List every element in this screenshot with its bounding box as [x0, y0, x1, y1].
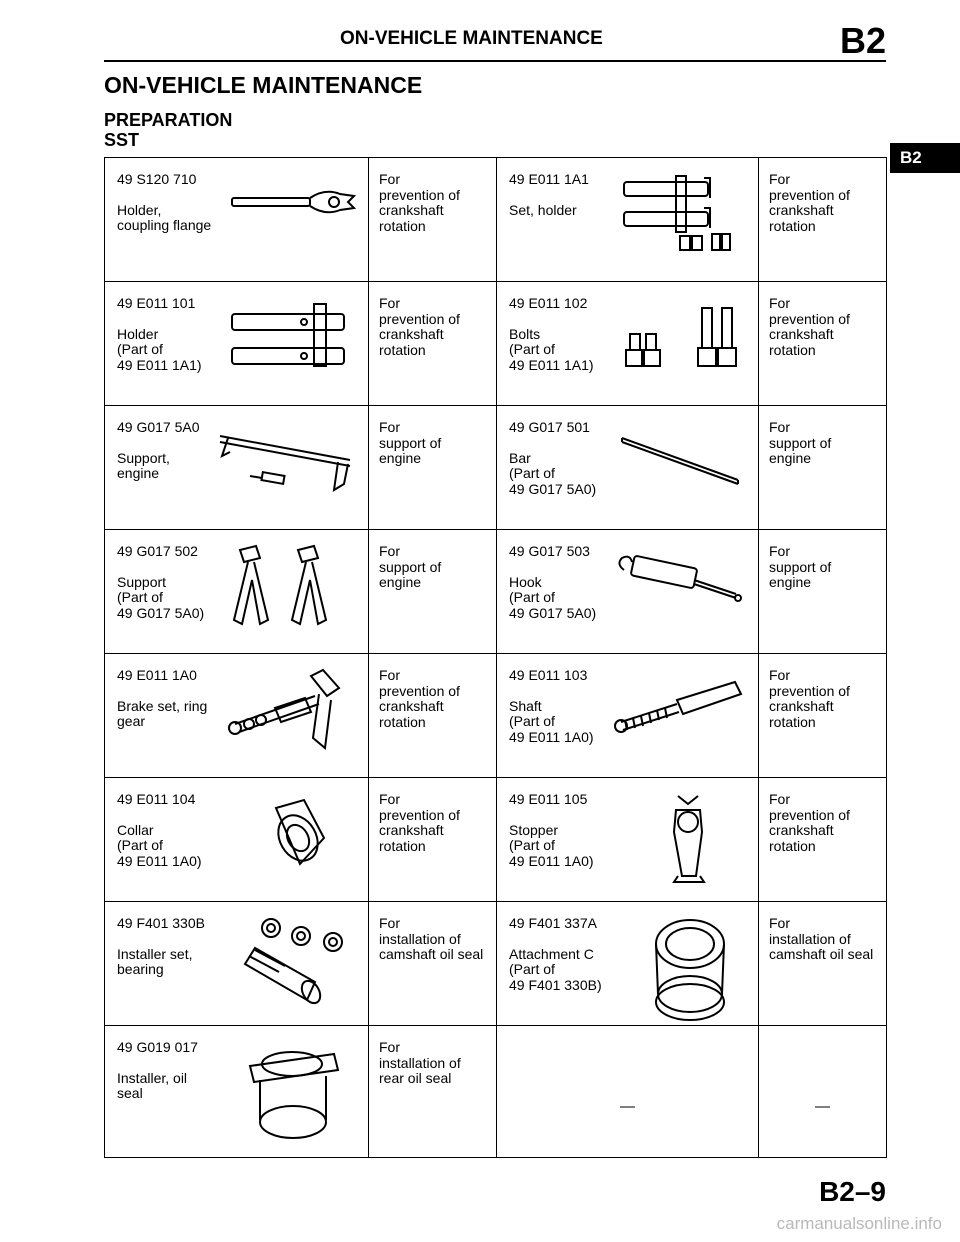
use-cell — [369, 902, 497, 1026]
brake-set-icon — [215, 664, 360, 759]
tool-use: For support of engine — [769, 543, 832, 590]
use-cell — [369, 1026, 497, 1158]
tool-cell — [105, 282, 369, 406]
tool-cell — [105, 778, 369, 902]
tool-cell — [105, 654, 369, 778]
table-row — [105, 778, 887, 902]
tool-number: 49 E011 104 — [117, 791, 196, 807]
tool-name: Hook (Part of 49 G017 5A0) — [509, 573, 597, 621]
engine-support-icon — [210, 416, 360, 506]
bolts-icon — [620, 292, 750, 382]
installer-set-icon — [215, 912, 360, 1012]
tool-use: For prevention of crankshaft rotation — [769, 667, 850, 730]
tool-name: Bolts (Part of 49 E011 1A1) — [509, 325, 594, 373]
bar-icon — [610, 416, 750, 506]
tool-number: 49 E011 1A1 — [509, 171, 589, 187]
tool-cell — [105, 902, 369, 1026]
tool-number: 49 E011 101 — [117, 295, 196, 311]
tool-number: 49 F401 337A — [509, 915, 597, 931]
tool-number: 49 G019 017 — [117, 1039, 198, 1055]
tool-name: Bar (Part of 49 G017 5A0) — [509, 449, 597, 497]
tool-number: 49 E011 1A0 — [117, 667, 197, 683]
table-row — [105, 654, 887, 778]
tool-name: Support, engine — [117, 449, 170, 481]
tool-number: 49 F401 330B — [117, 915, 205, 931]
stopper-icon — [630, 788, 750, 888]
use-cell — [759, 406, 887, 530]
table-row — [105, 1026, 887, 1158]
table-row — [105, 406, 887, 530]
use-cell — [369, 282, 497, 406]
tool-use: For prevention of crankshaft rotation — [769, 295, 850, 358]
tool-use: For prevention of crankshaft rotation — [769, 791, 850, 854]
tool-use: For installation of camshaft oil seal — [769, 915, 874, 962]
tool-number: 49 E011 103 — [509, 667, 588, 683]
tool-cell — [497, 530, 759, 654]
use-cell-empty — [759, 1026, 887, 1158]
tool-name: Attachment C (Part of 49 F401 330B) — [509, 945, 602, 993]
attachment-ring-icon — [630, 912, 750, 1022]
table-row — [105, 902, 887, 1026]
support-stands-icon — [220, 540, 360, 635]
tool-number: 49 G017 5A0 — [117, 419, 200, 435]
tool-cell — [497, 158, 759, 282]
tool-use: For prevention of crankshaft rotation — [379, 667, 460, 730]
collar-icon — [240, 788, 360, 878]
tool-use: For support of engine — [379, 543, 442, 590]
tool-number: 49 G017 503 — [509, 543, 590, 559]
tool-cell — [497, 778, 759, 902]
use-cell — [759, 530, 887, 654]
subsection-preparation: PREPARATION — [104, 110, 233, 130]
table-row — [105, 158, 887, 282]
table-row — [105, 530, 887, 654]
tool-use: For prevention of crankshaft rotation — [379, 171, 460, 234]
tool-use: For prevention of crankshaft rotation — [379, 295, 460, 358]
tool-number: 49 G017 501 — [509, 419, 590, 435]
running-header — [104, 20, 886, 62]
tool-cell — [105, 406, 369, 530]
use-cell — [369, 778, 497, 902]
sst-table — [104, 157, 887, 1158]
tool-number: 49 G017 502 — [117, 543, 198, 559]
use-cell — [759, 282, 887, 406]
use-cell — [759, 158, 887, 282]
tool-name: Holder (Part of 49 E011 1A1) — [117, 325, 202, 373]
tool-use: For prevention of crankshaft rotation — [379, 791, 460, 854]
hook-icon — [610, 540, 750, 620]
section-code: B2 — [839, 20, 886, 61]
tool-cell-empty — [497, 1026, 759, 1158]
tool-name: Set, holder — [509, 201, 577, 218]
tool-number: 49 S120 710 — [117, 171, 197, 187]
use-cell — [369, 158, 497, 282]
use-cell — [759, 778, 887, 902]
tool-cell — [497, 902, 759, 1026]
tool-cell — [497, 282, 759, 406]
tool-name: Holder, coupling flange — [117, 201, 212, 233]
use-cell — [369, 406, 497, 530]
use-cell — [759, 902, 887, 1026]
holder-set-icon — [620, 168, 750, 258]
holder-wrench-icon — [230, 168, 360, 228]
tool-name: Brake set, ring gear — [117, 697, 208, 729]
tool-name: Installer set, bearing — [117, 945, 193, 977]
page-number: B2–9 — [819, 1176, 886, 1207]
tool-cell — [105, 530, 369, 654]
section-title: ON-VEHICLE MAINTENANCE — [104, 72, 423, 98]
tool-cell — [105, 158, 369, 282]
empty-dash: — — [620, 1098, 635, 1115]
tool-name: Support (Part of 49 G017 5A0) — [117, 573, 205, 621]
table-row — [105, 282, 887, 406]
tool-use: For support of engine — [379, 419, 442, 466]
tool-name: Installer, oil seal — [117, 1069, 188, 1101]
holder-plates-icon — [230, 292, 360, 382]
use-cell — [369, 654, 497, 778]
use-cell — [759, 654, 887, 778]
subsection-sst: SST — [104, 130, 140, 150]
tool-number: 49 E011 105 — [509, 791, 588, 807]
tool-cell — [105, 1026, 369, 1158]
tool-name: Stopper (Part of 49 E011 1A0) — [509, 821, 594, 869]
tool-use: For installation of camshaft oil seal — [379, 915, 484, 962]
tool-name: Shaft (Part of 49 E011 1A0) — [509, 697, 594, 745]
oil-seal-installer-icon — [230, 1036, 360, 1146]
tool-name: Collar (Part of 49 E011 1A0) — [117, 821, 202, 869]
shaft-icon — [605, 664, 750, 754]
watermark: carmanualsonline.info — [776, 1214, 942, 1233]
running-title: ON-VEHICLE MAINTENANCE — [340, 28, 603, 49]
tool-use: For support of engine — [769, 419, 832, 466]
empty-dash: — — [815, 1098, 830, 1115]
use-cell — [369, 530, 497, 654]
tool-use: For prevention of crankshaft rotation — [769, 171, 850, 234]
tool-number: 49 E011 102 — [509, 295, 588, 311]
tool-use: For installation of rear oil seal — [379, 1039, 461, 1086]
tool-cell — [497, 654, 759, 778]
section-tab: B2 — [890, 143, 960, 173]
tool-cell — [497, 406, 759, 530]
